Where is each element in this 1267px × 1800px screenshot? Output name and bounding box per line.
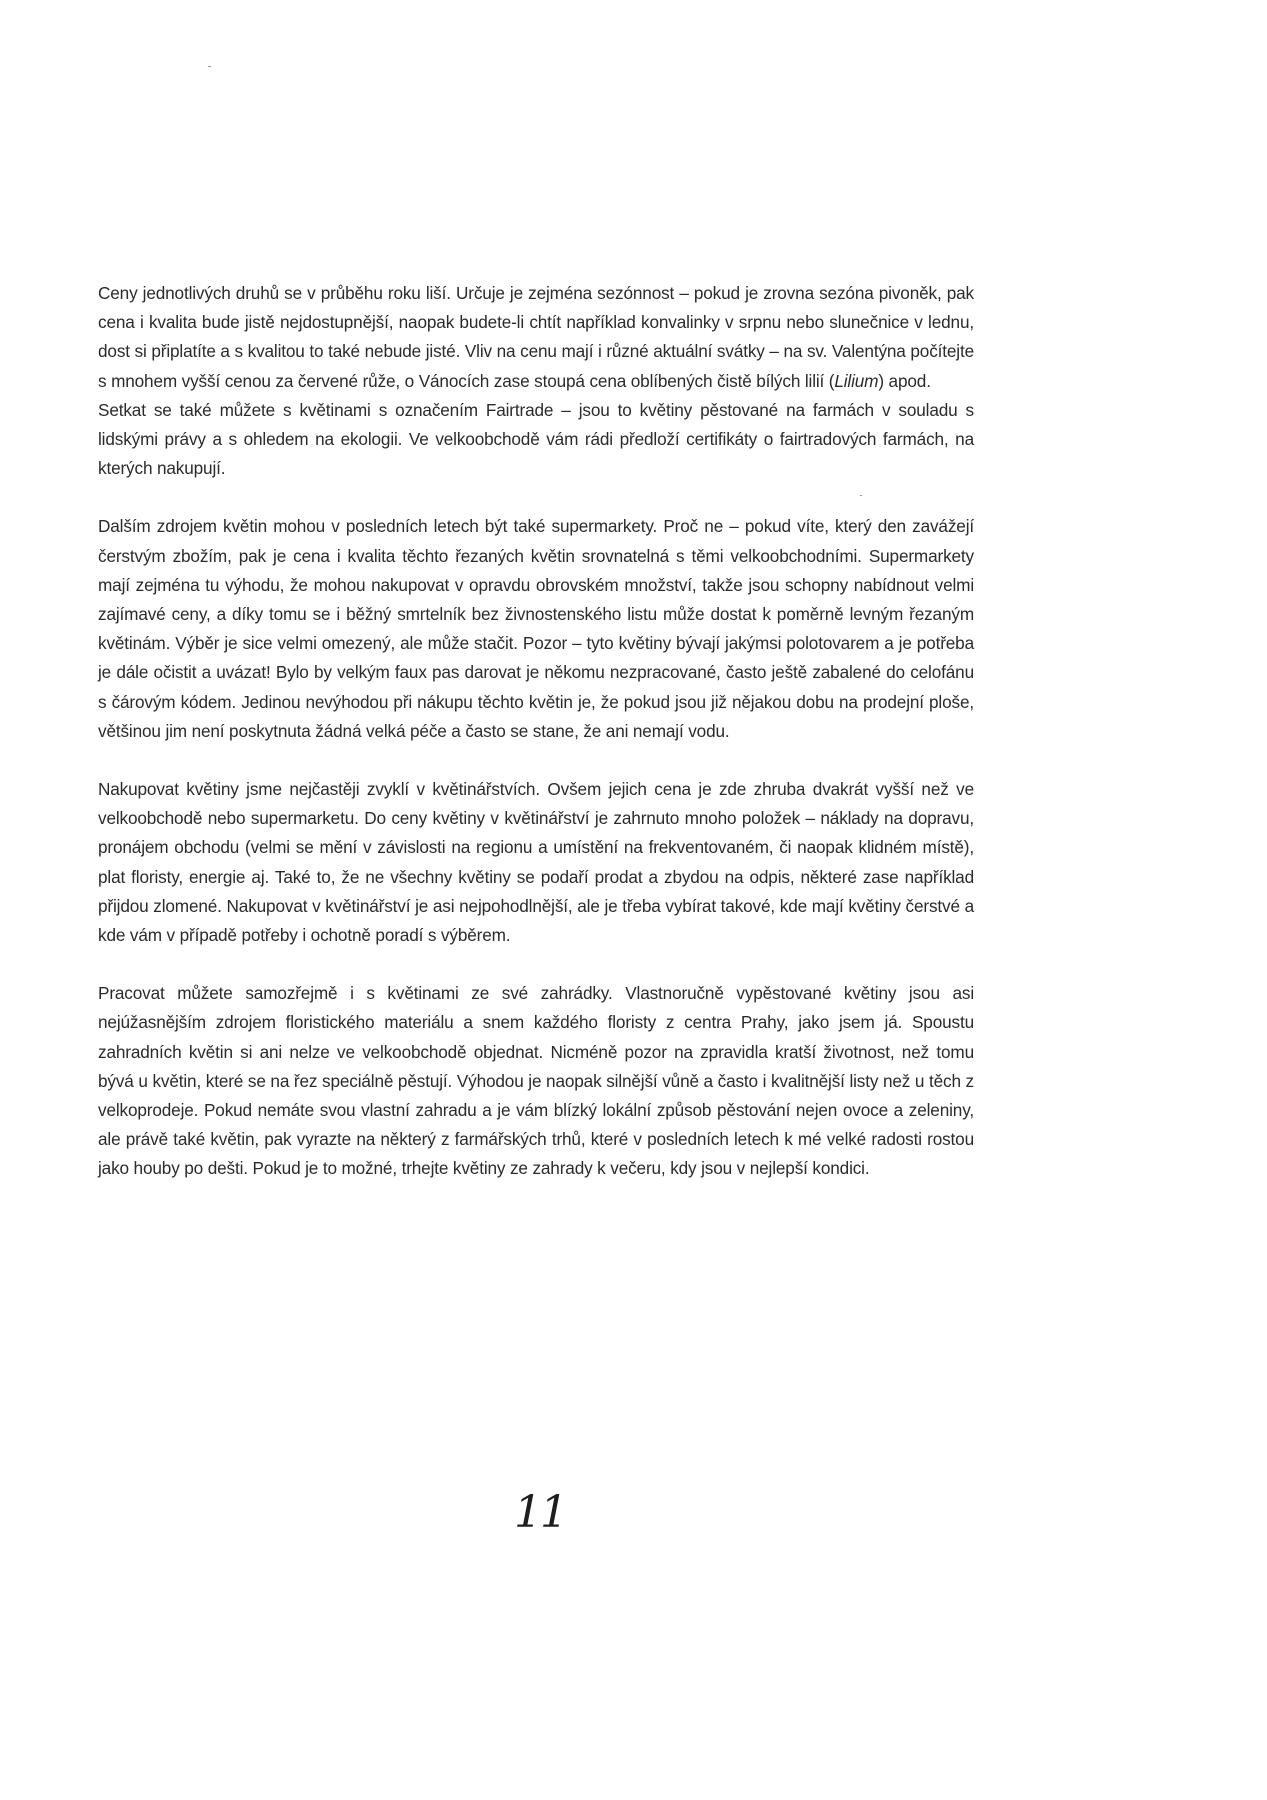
paragraph-florist-shops: Nakupovat květiny jsme nejčastěji zvyklí v květinářstvích. Ovšem jejich cena je zde zhruba dvakrát vyšší než ve velkoobchodě nebo supermarketu. Do ceny květiny v květinářství je zahrnuto mnoho položek – náklady na dopravu, pronájem obchodu (velmi se mění v závislosti na regionu a umístění na frekventovaném, či naopak klidném místě), plat floristy, energie aj. Také to, že ne všechny květiny se podaří prodat a zbydou na odpis, některé zase například přijdou zlomené. Nakupovat v květinářství je asi nejpohodlnější, ale je třeba vybírat takové, kde mají květiny čerstvé a kde vám v případě potřeby i ochotně poradí s výběrem. [98,779,974,946]
page-number: 11 [514,1487,566,1538]
paragraph-garden: Pracovat můžete samozřejmě i s květinami ze své zahrádky. Vlastnoručně vypěstované květiny jsou asi nejúžasnějším zdrojem floristického materiálu a snem každého floristy z centra Prahy, jako jsem já. Spoustu zahradních květin si ani nelze ve velkoobchodě objednat. Nicméně pozor na zpravidla kratší životnost, než tomu bývá u květin, které se na řez speciálně pěstují. Výhodou je naopak silnější vůně a často i kvalitnější listy než u těch z velkoprodeje. Pokud nemáte svou vlastní zahradu a je vám blízký lokální způsob pěstování nejen ovoce a zeleniny, ale právě také květin, pak vyrazte na některý z farmářských trhů, které v posledních letech k mé velké radosti rostou jako houby po dešti. Pokud je to možné, trhejte květiny ze zahrady k večeru, kdy jsou v nejlepší kondici. [98,983,974,1179]
paragraph-prices-end: ) apod. [878,370,931,391]
paragraph-supermarkets: Dalším zdrojem květin mohou v posledních letech být také supermarkety. Proč ne – pokud víte, který den zavážejí čerstvým zbožím, pak je cena i kvalita těchto řezaných květin srovnatelná s těmi velkoobchodními. Supermarkety mají zejména tu výhodu, že mohou nakupovat v opravdu obrovském množství, takže jsou schopny nabídnout velmi zajímavé ceny, a díky tomu se i běžný smrtelník bez živnostenského listu může dostat k poměrně levným řezaným květinám. Výběr je sice velmi omezený, ale může stačit. Pozor – tyto květiny bývají jakýmsi polotovarem a je potřeba je dále očistit a uvázat! Bylo by velkým faux pas darovat je někomu nezpracované, často ještě zabalené do celofánu s čárovým kódem. Jedinou nevýhodou při nákupu těchto květin je, že pokud jsou již nějakou dobu na prodejní ploše, většinou jim není poskytnuta žádná velká péče a často se stane, že ani nemají vodu. [98,516,974,741]
body-text [98,279,974,1213]
latin-name-lilium: Lilium [834,370,879,391]
scan-speck [208,66,211,67]
paragraph-prices [98,279,974,396]
paragraph-fairtrade: Setkat se také můžete s květinami s označením Fairtrade – jsou to květiny pěstované na farmách v souladu s lidskými právy a s ohledem na ekologii. Ve velkoobchodě vám rádi předloží certifikáty o fairtradových farmách, na kterých nakupují. [98,399,974,479]
paragraph-prices-text: Ceny jednotlivých druhů se v průběhu roku liší. Určuje je zejména sezónnost – pokud je zrovna sezóna pivoněk, pak cena i kvalita bude jistě nejdostupnější, naopak budete-li chtít například konvalinky v srpnu nebo slunečnice v lednu, dost si připlatíte a s kvalitou to také nebude jisté. Vliv na cenu mají i různé aktuální svátky – na sv. Valentýna počítejte s mnohem vyšší cenou za červené růže, o Vánocích zase stoupá cena oblíbených čistě bílých lilií ( [98,283,974,391]
